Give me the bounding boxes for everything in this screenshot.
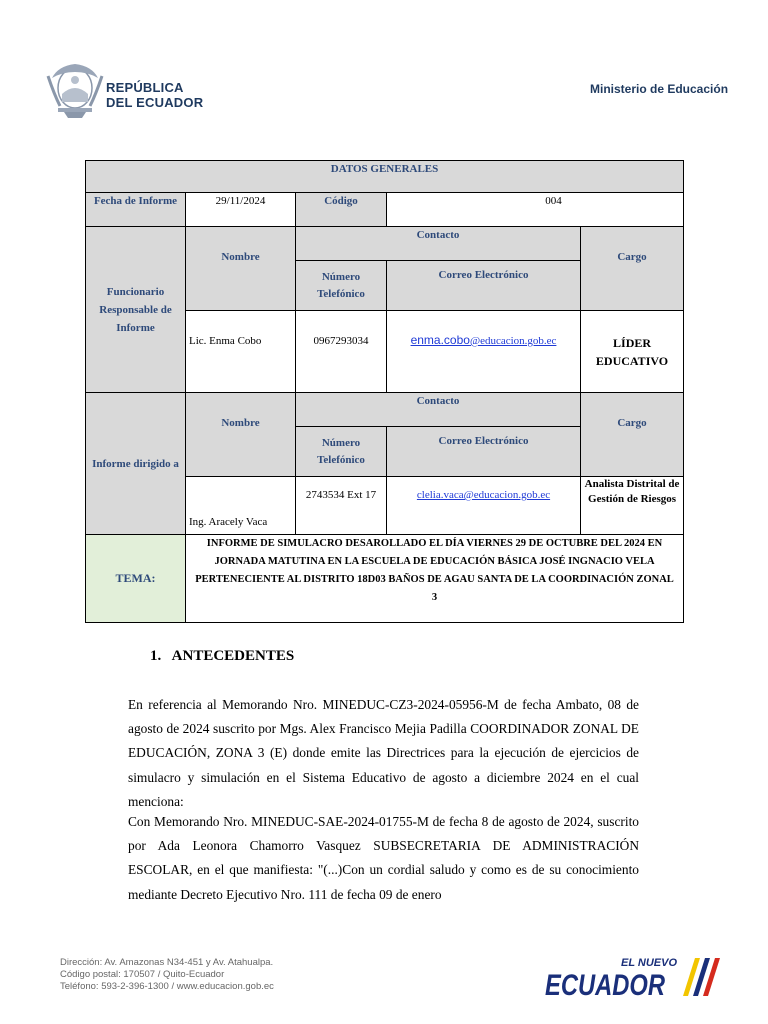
dirigido-nombre: Ing. Aracely Vaca (186, 477, 296, 535)
responsable-cargo-label: Cargo (581, 227, 684, 311)
tema-text: INFORME DE SIMULACRO DESAROLLADO EL DÍA VIERNES 29 DE OCTUBRE DEL 2024 EN JORNADA MATUTINA EN LA ESCUELA DE EDUCACIÓN BÁSICA JOSÉ INGNACIO VELA PERTENECIENTE AL DISTRITO 18D03 BAÑOS DE AGAU SANTA DE LA COORDINACIÓN ZONAL 3 (186, 535, 684, 623)
republic-name (106, 80, 203, 110)
codigo-label: Código (296, 193, 387, 227)
section-title: 1. ANTECEDENTES (150, 648, 295, 664)
codigo-value: 004 (387, 193, 684, 227)
responsable-telefono: 0967293034 (296, 311, 387, 393)
responsable-correo-domain[interactable]: @educacion.gob.ec (469, 335, 557, 347)
table-row (86, 227, 684, 261)
dirigido-correo[interactable] (387, 477, 581, 535)
fecha-label: Fecha de Informe (86, 193, 186, 227)
table-row (86, 393, 684, 427)
republic-line2: DEL ECUADOR (106, 95, 204, 110)
dirigido-correo-label: Correo Electrónico (387, 427, 581, 477)
antecedentes-paragraph-1: En referencia al Memorando Nro. MINEDUC-CZ3-2024-05956-M de fecha Ambato, 08 de agosto de 2024 suscrito por Mgs. Alex Francisco Mejia Padilla COORDINADOR ZONAL DE EDUCACIÓN, ZONA 3 (E) donde emite las Directrices para la ejecución de ejercicios de simulacro y simulación en el Sistema Educativo de agosto a diciembre 2024 en el cual menciona: (128, 697, 639, 809)
footer-address: Dirección: Av. Amazonas N34-451 y Av. Atahualpa. (60, 957, 274, 968)
footer-postal: Código postal: 170507 / Quito-Ecuador (60, 969, 225, 980)
responsable-correo-user[interactable]: enma.cobo (410, 333, 470, 347)
responsable-telefono-label: Número Telefónico (296, 261, 387, 311)
responsable-correo[interactable] (387, 311, 581, 393)
dirigido-cargo-label: Cargo (581, 393, 684, 477)
ecuador-coat-of-arms-icon (44, 58, 106, 122)
el-nuevo-ecuador-logo (543, 950, 728, 1000)
table-title: DATOS GENERALES (86, 161, 684, 193)
page-footer (60, 957, 274, 993)
table-row (86, 193, 684, 227)
dirigido-correo-link[interactable]: clelia.vaca@educacion.gob.ec (416, 489, 551, 501)
dirigido-cargo: Analista Distrital de Gestión de Riesgos (581, 477, 684, 535)
responsable-correo-label: Correo Electrónico (387, 261, 581, 311)
dirigido-label: Informe dirigido a (86, 393, 186, 535)
logo-top-text: EL NUEVO (621, 957, 678, 969)
general-data-table (85, 160, 684, 623)
republic-line1: REPÚBLICA (106, 80, 184, 95)
responsable-nombre: Lic. Enma Cobo (186, 311, 296, 393)
dirigido-telefono: 2743534 Ext 17 (296, 477, 387, 535)
dirigido-nombre-label: Nombre (186, 393, 296, 477)
responsable-cargo: LÍDER EDUCATIVO (581, 311, 684, 393)
fecha-value: 29/11/2024 (186, 193, 296, 227)
dirigido-telefono-label: Número Telefónico (296, 427, 387, 477)
antecedentes-paragraph-2: Con Memorando Nro. MINEDUC-SAE-2024-01755-M de fecha 8 de agosto de 2024, suscrito por Ada Leonora Chamorro Vasquez SUBSECRETARIA DE ADMINISTRACIÓN ESCOLAR, en el que manifiesta: "(...)Con un cordial saludo y como es de su conocimiento mediante Decreto Ejecutivo Nro. 111 de fecha 09 de enero (128, 814, 639, 902)
ministry-name: Ministerio de Educación (590, 82, 729, 96)
tema-row (86, 535, 684, 623)
table-title-row (86, 161, 684, 193)
responsable-contacto-label: Contacto (296, 227, 581, 261)
footer-phone: Teléfono: 593-2-396-1300 / www.educacion.gob.ec (60, 981, 274, 992)
page-header (0, 0, 768, 140)
responsable-label: Funcionario Responsable de Informe (86, 227, 186, 393)
dirigido-contacto-label: Contacto (296, 393, 581, 427)
responsable-nombre-label: Nombre (186, 227, 296, 311)
logo-main-text: ECUADOR (545, 969, 666, 1000)
tema-label: TEMA: (86, 535, 186, 623)
